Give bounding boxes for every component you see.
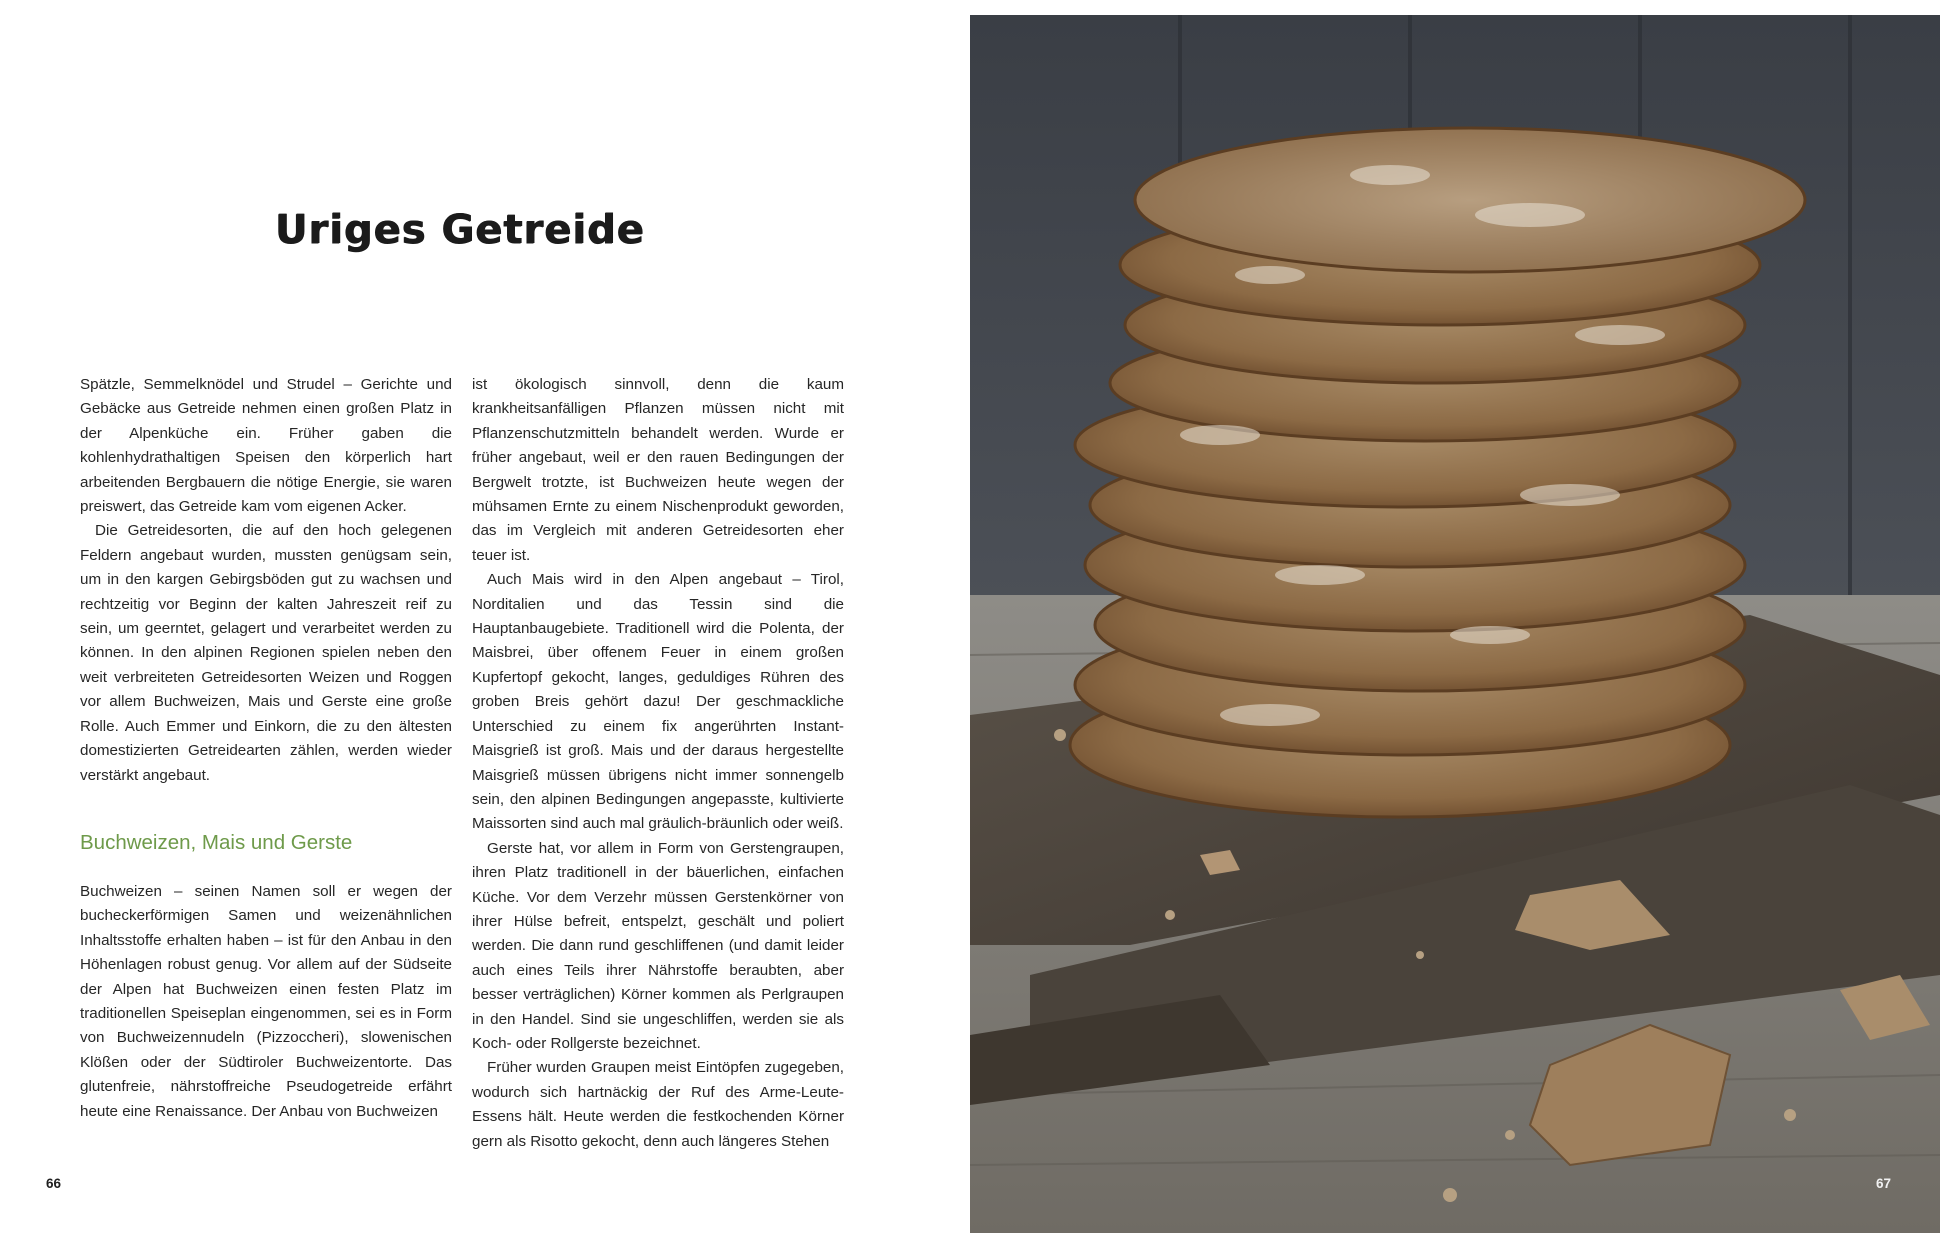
page-title: Uriges Getreide (275, 206, 645, 253)
text-column-2 (472, 373, 844, 1154)
flatbread-stack (1070, 128, 1805, 817)
paragraph: Auch Mais wird in den Alpen angebaut – Tirol, Norditalien und das Tessin sind die Hauptanbaugebiete. Traditionell wird die Polenta, der Maisbrei, über offenem Feuer in einem großen Kupfertopf gekocht, langes, geduldiges Rühren des groben Breis gehört dazu! Der geschmackliche Unterschied zu einem fix angerührten Instant-Maisgrieß ist groß. Mais und der daraus hergestellte Maisgrieß müssen übrigens nicht immer sonnengelb sein, den alpinen Bedingungen angepasste, kultivierte Maissorten sind auch mal gräulich-bräunlich oder weiß. (472, 571, 844, 833)
text-column-1 (80, 373, 452, 1124)
page-number-right: 67 (1876, 1176, 1892, 1191)
paragraph: ist ökologisch sinnvoll, denn die kaum krankheitsanfälligen Pflanzen müssen nicht mit Pflanzenschutzmitteln behandelt werden. Wurde er früher angebaut, weil er den rauen Bedingungen der Bergwelt trotzte, ist Buchweizen heute wegen der mühsamen Ernte zu einem Nischenprodukt geworden, das im Vergleich mit anderen Getreidesorten eher teuer ist. (472, 376, 844, 564)
paragraph: Früher wurden Graupen meist Eintöpfen zugegeben, wodurch sich hartnäckig der Ruf des Arme-Leute-Essens hält. Heute werden die festkochenden Körner gern als Risotto gekocht, denn auch längeres Stehen (472, 1059, 844, 1150)
flatbread-photo (970, 15, 1940, 1233)
page-number-left: 66 (46, 1176, 62, 1191)
paragraph: Gerste hat, vor allem in Form von Gerstengraupen, ihren Platz traditionell in der bäuerlichen, einfachen Küche. Vor dem Verzehr müssen Gerstenkörner von ihrer Hülse befreit, entspelzt, geschält und poliert werden. Die dann rund geschliffenen (und damit leider auch eines Teils ihrer Nährstoffe beraubten, aber besser verträglichen) Körner kommen als Perlgraupen in den Handel. Sind sie ungeschliffen, werden sie als Koch- oder Rollgerste bezeichnet. (472, 839, 844, 1052)
paragraph: Buchweizen – seinen Namen soll er wegen der bucheckerförmigen Samen und weizenähnlichen Inhaltsstoffe erhalten haben – ist für den Anbau in den Höhenlagen robust genug. Vor allem auf der Südseite der Alpen hat Buchweizen einen festen Platz im traditionellen Speiseplan eingenommen, sei es in Form von Buchweizennudeln (Pizzoccheri), slowenischen Klößen oder der Südtiroler Buchweizentorte. Das glutenfreie, nährstoffreiche Pseudogetreide erfährt heute eine Renaissance. Der Anbau von Buchweizen (80, 882, 452, 1120)
paragraph: Die Getreidesorten, die auf den hoch gelegenen Feldern angebaut wurden, mussten genügsam sein, um in den kargen Gebirgsböden gut zu wachsen und rechtzeitig vor Beginn der kalten Jahreszeit reif zu sein, um geerntet, gelagert und verarbeitet werden zu können. In den alpinen Regionen spielen neben den weit verbreiteten Getreidesorten Weizen und Roggen vor allem Buchweizen, Mais und Gerste eine große Rolle. Auch Emmer und Einkorn, die zu den ältesten domestizierten Getreidearten zählen, werden wieder verstärkt angebaut. (80, 522, 452, 784)
section-heading: Buchweizen, Mais und Gerste (80, 830, 353, 854)
paragraph: Spätzle, Semmelknödel und Strudel – Gerichte und Gebäcke aus Getreide nehmen einen großen Platz in der Alpenküche ein. Früher gaben die kohlenhydrathaltigen Speisen den körperlich hart arbeitenden Bergbauern die nötige Energie, sie waren preiswert, das Getreide kam vom eigenen Acker. (80, 376, 452, 516)
flatbread-stack-illustration (970, 15, 1940, 1233)
